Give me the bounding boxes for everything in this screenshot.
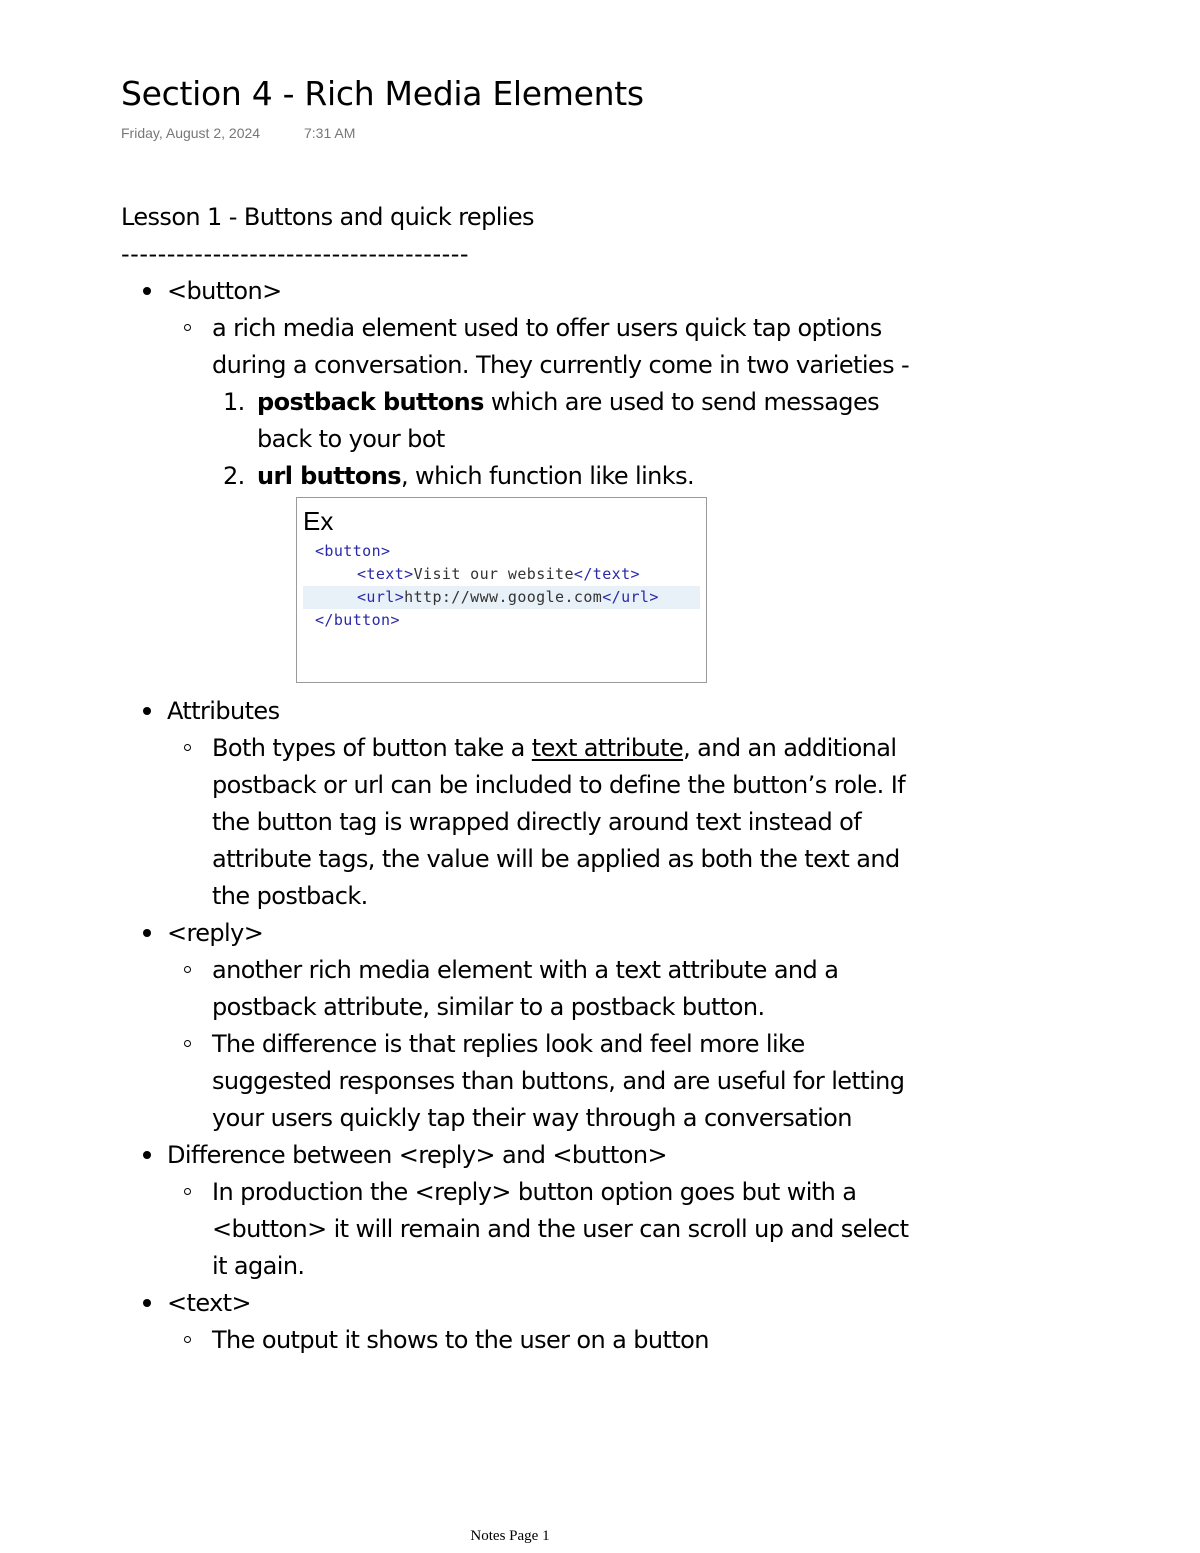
code-tag: </url> [602,588,659,606]
page-title: Section 4 - Rich Media Elements [121,74,644,113]
code-text: http://www.google.com [404,588,603,606]
text-label: <text> [167,1289,251,1317]
attributes-underlined-term: text attribute [531,734,684,762]
code-text: Visit our website [413,565,574,583]
list-item [167,730,921,915]
code-tag: <button> [315,542,391,560]
list-item: The output it shows to the user on a button [167,1322,921,1359]
reply-sublist [167,952,921,1137]
attributes-sublist [167,730,921,915]
code-tag: </text> [573,565,640,583]
list-item-button [121,273,921,683]
code-example-image [296,497,707,683]
page-time: 7:31 AM [304,125,356,141]
variety-desc: which are used to send messages back to your bot [257,388,880,453]
page-footer: Notes Page 1 [470,1528,550,1544]
button-description: a rich media element used to offer users quick tap options during a conversation. They currently come in two varieties - [212,314,910,379]
difference-sublist [167,1174,921,1285]
difference-label: Difference between <reply> and <button> [167,1141,667,1169]
attributes-text-after: , and an additional postback or url can be included to define the button’s role. If the button tag is wrapped directly around text instead of attribute tags, the value will be applied as both the text and the postback. [212,734,906,910]
button-varieties-list [212,384,921,495]
reply-label: <reply> [167,919,264,947]
variety-term: url buttons [257,462,401,490]
code-tag: <text> [357,565,414,583]
code-block [303,540,700,632]
list-item-attributes [121,693,921,915]
list-item: The difference is that replies look and feel more like suggested responses than buttons, and are useful for letting your users quickly tap their way through a conversation [167,1026,921,1137]
note-body [121,199,921,1359]
variety-number: 2. [223,462,245,490]
list-item: In production the <reply> button option goes but with a <button> it will remain and the user can scroll up and select it again. [167,1174,921,1285]
variety-item-postback [212,384,921,458]
attributes-label: Attributes [167,697,280,725]
text-sublist [167,1322,921,1359]
code-line [303,586,700,609]
code-line [303,540,700,563]
variety-term: postback buttons [257,388,484,416]
lesson-heading: Lesson 1 - Buttons and quick replies [121,203,534,231]
code-line [303,609,700,632]
list-item-text [121,1285,921,1359]
example-label: Ex [303,506,334,536]
variety-desc: , which function like links. [400,462,695,490]
list-item [167,310,921,683]
code-tag: </button> [315,611,400,629]
list-item-difference [121,1137,921,1285]
code-line [303,563,700,586]
variety-number: 1. [223,388,245,416]
button-label: <button> [167,277,282,305]
page-date: Friday, August 2, 2024 [121,125,261,141]
list-item-reply [121,915,921,1137]
separator-line: -------------------------------------- [121,240,470,268]
button-sublist [167,310,921,683]
code-tag: <url> [357,588,405,606]
topic-list [121,273,921,1359]
list-item: another rich media element with a text attribute and a postback attribute, similar to a postback button. [167,952,921,1026]
variety-item-url [212,458,921,495]
attributes-text-before: Both types of button take a [212,734,532,762]
